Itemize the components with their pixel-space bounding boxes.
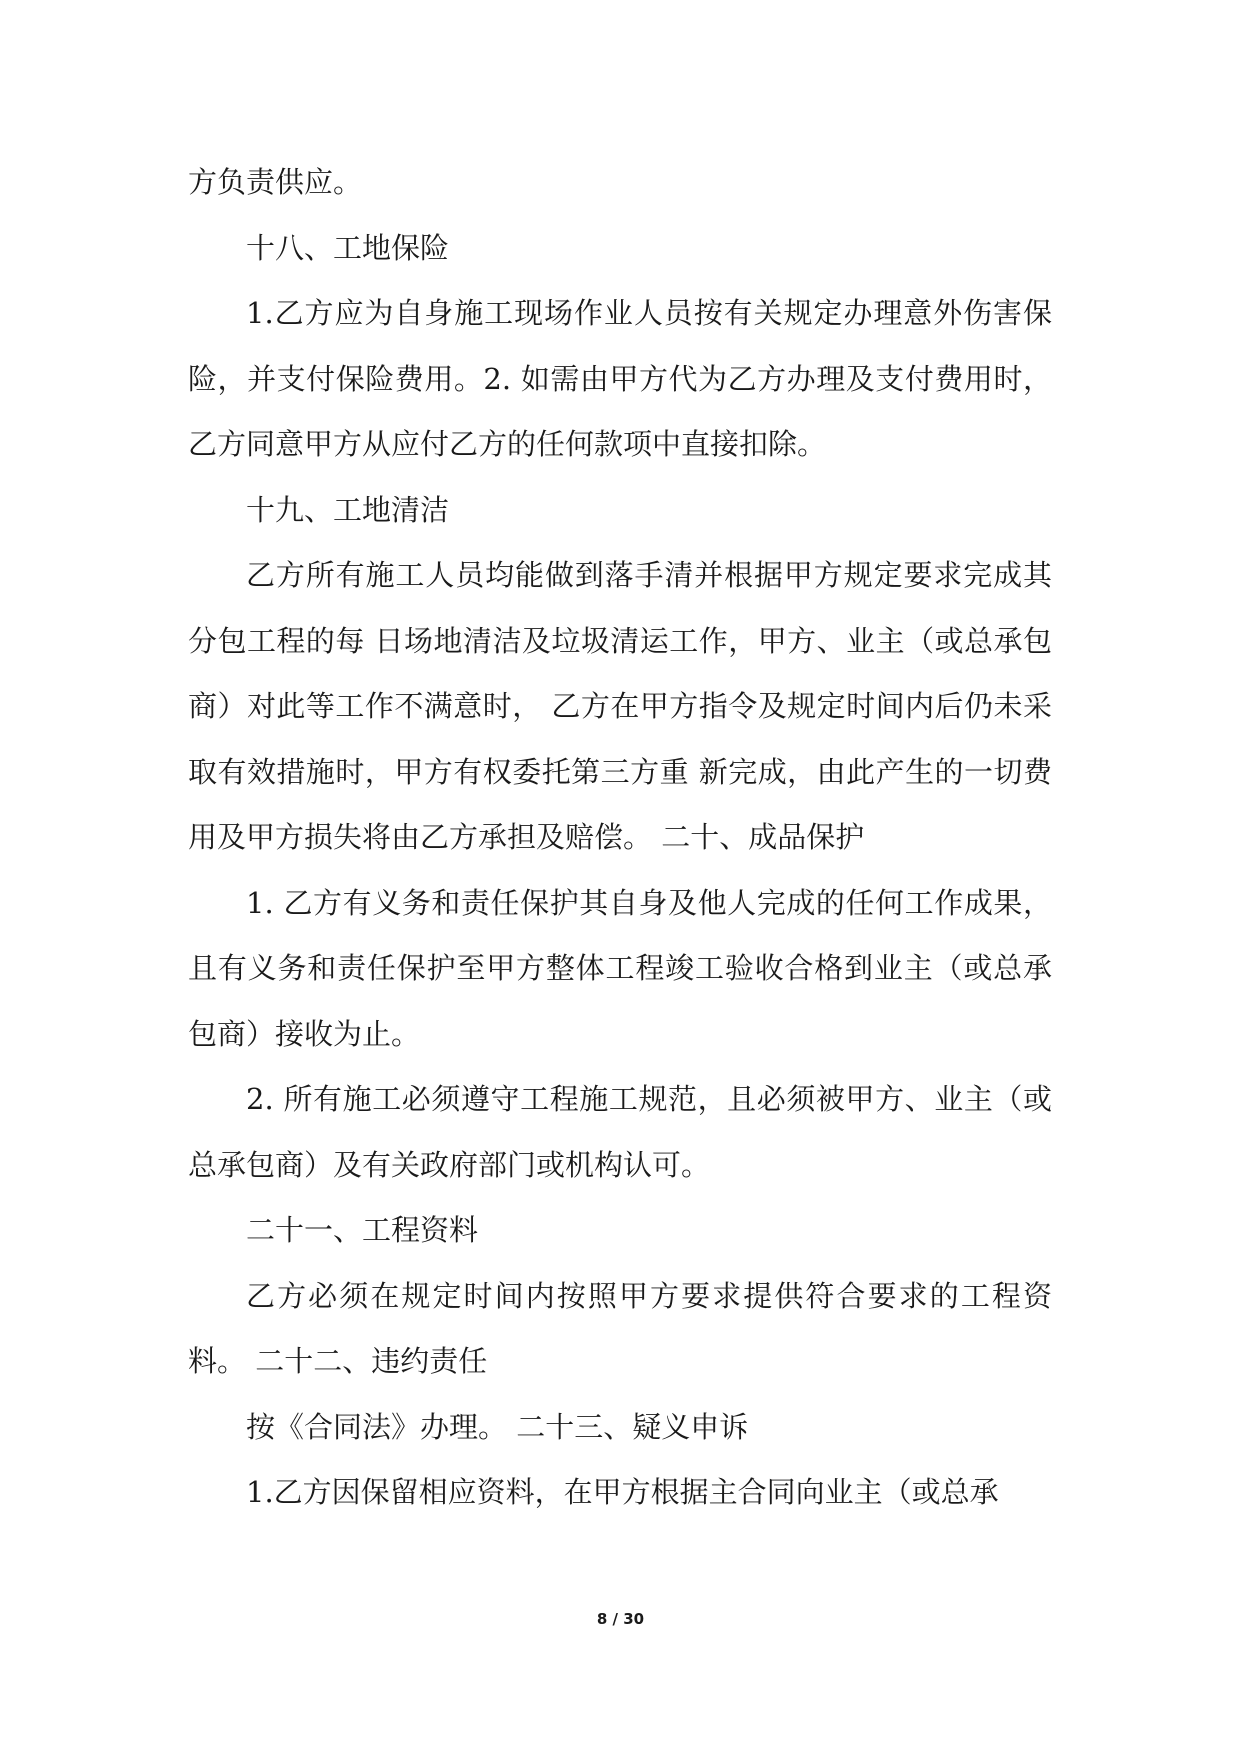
- section-heading-18: 十八、工地保险: [246, 230, 450, 265]
- paragraph-protection-1: 1. 乙方有义务和责任保护其自身及他人完成的任何工作成果，且有义务和责任保护至甲方整体工程竣工验收合格到业主（或总承包商）接收为止。: [188, 885, 1052, 1051]
- paragraph-documents: 乙方必须在规定时间内按照甲方要求提供符合要求的工程资料。 二十二、违约责任: [188, 1278, 1052, 1378]
- paragraph-dispute-1: 1.乙方因保留相应资料，在甲方根据主合同向业主（或总承: [246, 1475, 999, 1509]
- paragraph-continuation: 方负责供应。: [188, 165, 363, 199]
- section-heading-19: 十九、工地清洁: [246, 492, 450, 527]
- paragraph-cleaning: 乙方所有施工人员均能做到落手清并根据甲方规定要求完成其分包工程的每 日场地清洁及垃圾清运工作，甲方、业主（或总承包商）对此等工作不满意时， 乙方在甲方指令及规定时间内后仍未采取有效措施时，甲方有权委托第三方重 新完成，由此产生的一切费用及甲方损失将由乙方承担及赔偿。 二十、成品保护: [188, 558, 1052, 854]
- document-body: [188, 150, 1052, 1526]
- paragraph-contract-law: 按《合同法》办理。 二十三、疑义申诉: [246, 1409, 749, 1444]
- section-heading-21: 二十一、工程资料: [246, 1213, 479, 1247]
- paragraph-insurance: 1.乙方应为自身施工现场作业人员按有关规定办理意外伤害保险，并支付保险费用。2. 如需由甲方代为乙方办理及支付费用时，乙方同意甲方从应付乙方的任何款项中直接扣除。: [188, 296, 1052, 461]
- paragraph-protection-2: 2. 所有施工必须遵守工程施工规范，且必须被甲方、业主（或总承包商）及有关政府部门或机构认可。: [188, 1082, 1052, 1182]
- page-number: 8 / 30: [596, 1610, 645, 1628]
